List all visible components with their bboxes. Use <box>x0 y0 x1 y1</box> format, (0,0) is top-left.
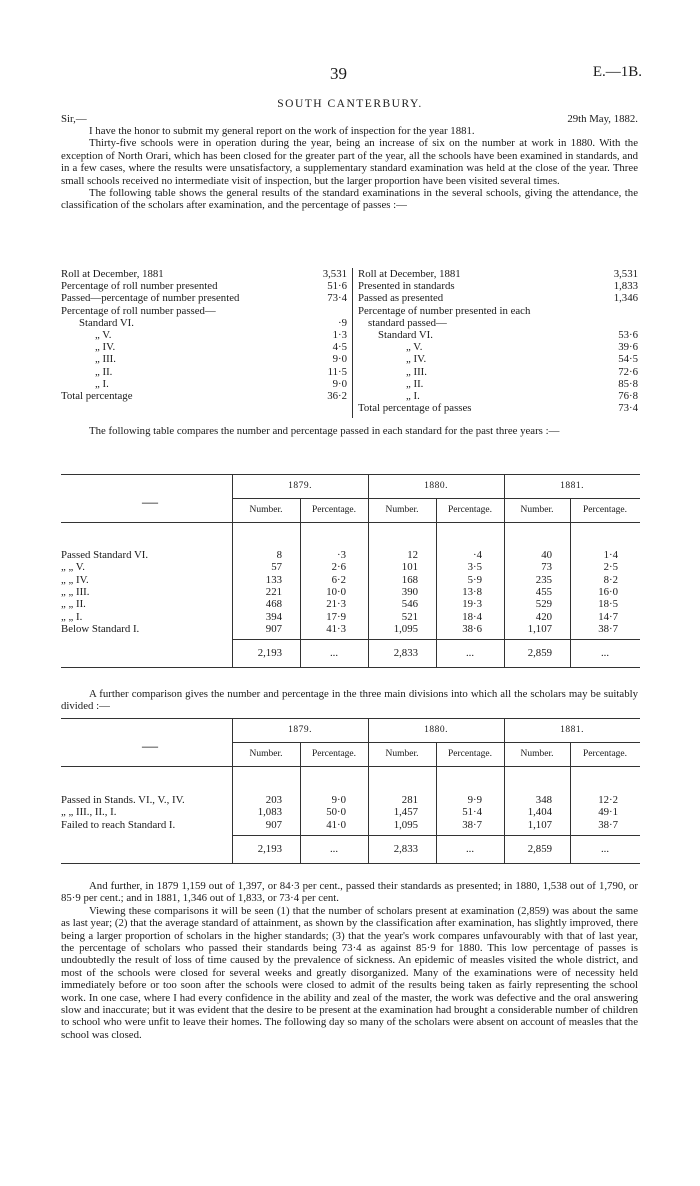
summary-right-label: Standard VI. <box>378 329 433 341</box>
number-column-heading: Number. <box>520 749 554 759</box>
summary-left-value: ·9 <box>338 316 347 329</box>
summary-right-value: 73·4 <box>618 402 638 415</box>
table-year-heading: 1880. <box>424 481 448 491</box>
summary-left-value: 9·0 <box>332 353 347 366</box>
table-cell: 38·7 <box>598 818 618 831</box>
table-cell: 133 <box>265 573 282 586</box>
table-row-label: „ „ I. <box>61 610 83 623</box>
table-stub-dash: — <box>142 738 158 755</box>
table-row-label: „ „ III. <box>61 585 90 598</box>
table-totals-rule <box>232 835 640 836</box>
table-row-label: Passed in Stands. VI., V., IV. <box>61 794 185 806</box>
table-cell: 21·3 <box>326 598 346 611</box>
table-cell: 1,095 <box>393 818 418 831</box>
table-cell: ·4 <box>473 549 482 561</box>
summary-right-value: 85·8 <box>618 377 638 390</box>
table-subheader-rule <box>232 498 640 499</box>
table-cell: 1,404 <box>527 806 552 819</box>
percentage-column-heading: Percentage. <box>582 749 628 759</box>
table-cell: 221 <box>265 585 282 598</box>
summary-right-value: 53·6 <box>618 329 638 341</box>
table-cell: 51·4 <box>462 806 482 819</box>
summary-left-label: „ II. <box>95 365 113 378</box>
summary-right-value: 54·5 <box>618 353 638 366</box>
summary-right-value: 3,531 <box>613 268 638 280</box>
table-cell: 38·7 <box>598 622 618 635</box>
summary-left-value: 36·2 <box>327 390 347 402</box>
table-cell: 348 <box>535 794 552 806</box>
summary-left-label: „ IV. <box>95 341 116 354</box>
table-cell: 41·3 <box>326 622 346 635</box>
table-cell: ·3 <box>337 549 346 561</box>
section-code: E.—1B. <box>592 64 642 80</box>
summary-left-value: 4·5 <box>332 341 347 354</box>
number-column-heading: Number. <box>249 505 283 515</box>
summary-left-label: „ III. <box>95 353 116 366</box>
table-cell: 40 <box>541 549 552 561</box>
table-year-heading: 1879. <box>288 481 312 491</box>
table-cell: 8·2 <box>603 573 618 586</box>
summary-left-label: Total percentage <box>61 390 133 402</box>
summary-right-label: „ I. <box>406 390 420 402</box>
summary-right-value: 72·6 <box>618 365 638 378</box>
summary-right-label: Presented in standards <box>358 280 455 293</box>
table-total-cell: ... <box>329 647 339 660</box>
summary-right-value: 76·8 <box>618 390 638 402</box>
table-cell: 907 <box>265 622 282 635</box>
percentage-column-heading: Percentage. <box>447 505 493 515</box>
summary-left-value: 9·0 <box>332 377 347 390</box>
table-year-heading: 1881. <box>560 481 584 491</box>
table-year-divider <box>368 718 369 863</box>
table-cell: 168 <box>401 573 418 586</box>
table-total-cell: 2,193 <box>257 842 282 855</box>
table-cell: 3·5 <box>467 561 482 574</box>
number-column-heading: Number. <box>249 749 283 759</box>
summary-right-value: 1,833 <box>613 280 638 293</box>
summary-right-label: „ V. <box>406 341 423 354</box>
number-column-heading: Number. <box>385 749 419 759</box>
summary-right-label: „ III. <box>406 365 427 378</box>
summary-right-label: Percentage of number presented in each <box>358 304 531 317</box>
table-cell: 1,107 <box>527 622 552 635</box>
table-cell: 235 <box>535 573 552 586</box>
table-cell: 18·4 <box>462 610 482 623</box>
table-cell: 1·4 <box>603 549 618 561</box>
summary-right-value: 39·6 <box>618 341 638 354</box>
table-subheader-rule <box>232 742 640 743</box>
table-row-label: „ „ III., II., I. <box>61 806 117 819</box>
table1-intro-text: The following table compares the number and percentage passed in each standard for the past three years :— <box>89 425 560 437</box>
summary-left-value: 1·3 <box>332 329 347 341</box>
summary-left-label: Roll at December, 1881 <box>61 268 164 280</box>
table-cell: 1,107 <box>527 818 552 831</box>
number-column-heading: Number. <box>385 505 419 515</box>
report-date: 29th May, 1882. <box>567 113 638 125</box>
table-cell: 907 <box>265 818 282 831</box>
summary-left-value: 11·5 <box>327 365 347 378</box>
summary-left-value: 73·4 <box>327 292 347 305</box>
table-cell: 1,083 <box>257 806 282 819</box>
table-cell: 394 <box>265 610 282 623</box>
table-totals-rule <box>232 639 640 640</box>
table-header-rule <box>61 522 640 523</box>
intro-paragraph: Thirty-five schools were in operation during the year, being an increase of six on the number at work in 1880. With the exception of North Orari, which has been closed for the greater part of the year, all the schools have been examined in standards, and in a few cases, where the results were unsatisfactory, a supplementary standard examination was held at the close of the year. Three small schools received no intermediate visit of inspection, but the larger proportion have been visited several times. <box>61 137 638 187</box>
summary-left-value: 3,531 <box>322 268 347 280</box>
table-total-cell: ... <box>600 842 610 855</box>
summary-right-label: „ IV. <box>406 353 427 366</box>
table-cell: 19·3 <box>462 598 482 611</box>
table-row-label: „ „ IV. <box>61 573 89 586</box>
percentage-column-heading: Percentage. <box>447 749 493 759</box>
summary-left-label: „ V. <box>95 329 112 341</box>
table-year-heading: 1881. <box>560 725 584 735</box>
table-top-rule <box>61 474 640 475</box>
table-cell: 16·0 <box>598 585 618 598</box>
table-cell: 14·7 <box>598 610 618 623</box>
summary-right-label: Roll at December, 1881 <box>358 268 461 280</box>
table-cell: 521 <box>401 610 418 623</box>
table-total-cell: ... <box>600 647 610 660</box>
summary-left-label: Percentage of roll number presented <box>61 280 218 293</box>
table-total-cell: ... <box>465 842 475 855</box>
summary-divider <box>352 268 353 418</box>
table-total-cell: ... <box>329 842 339 855</box>
table-year-heading: 1880. <box>424 725 448 735</box>
table-total-cell: 2,193 <box>257 647 282 660</box>
table-cell: 9·9 <box>467 794 482 806</box>
table-cell: 468 <box>265 598 282 611</box>
table2-intro <box>61 688 638 713</box>
table-bottom-rule <box>61 863 640 864</box>
table-cell: 5·9 <box>467 573 482 586</box>
table-cell: 529 <box>535 598 552 611</box>
table-cell: 546 <box>401 598 418 611</box>
table-cell: 41·0 <box>326 818 346 831</box>
page-header <box>0 64 700 84</box>
table2-intro-text: A further comparison gives the number and percentage in the three main divisions into which all the scholars may be suitably divided :— <box>61 688 638 713</box>
intro-text <box>61 125 638 212</box>
table-cell: 18·5 <box>598 598 618 611</box>
table-cell: 49·1 <box>598 806 618 819</box>
percentage-column-heading: Percentage. <box>582 505 628 515</box>
number-column-heading: Number. <box>520 505 554 515</box>
table-cell: 1,095 <box>393 622 418 635</box>
table-cell: 9·0 <box>331 794 346 806</box>
table-cell: 12 <box>407 549 418 561</box>
table1-intro <box>61 425 638 437</box>
summary-left-label: Passed—percentage of number presented <box>61 292 240 305</box>
table-cell: 420 <box>535 610 552 623</box>
table-year-divider <box>232 718 233 863</box>
closing-paragraph: And further, in 1879 1,159 out of 1,397, or 84·3 per cent., passed their standards as presented; in 1880, 1,538 out of 1,790, or 85·9 per cent.; and in 1881, 1,346 out of 1,833, or 73·4 per cent. <box>61 880 638 905</box>
summary-right-label: standard passed— <box>368 316 447 329</box>
table-header-rule <box>61 766 640 767</box>
table-cell: 1,457 <box>393 806 418 819</box>
table-cell: 281 <box>401 794 418 806</box>
summary-right-label: „ II. <box>406 377 424 390</box>
table-cell: 2·5 <box>603 561 618 574</box>
table-cell: 57 <box>271 561 282 574</box>
percentage-column-heading: Percentage. <box>311 505 357 515</box>
table-row-label: Below Standard I. <box>61 622 140 635</box>
report-title: SOUTH CANTERBURY. <box>277 98 423 110</box>
table-cell: 50·0 <box>326 806 346 819</box>
table-cell: 390 <box>401 585 418 598</box>
table-cell: 13·8 <box>462 585 482 598</box>
table-row-label: Failed to reach Standard I. <box>61 818 176 831</box>
table-row-label: Passed Standard VI. <box>61 549 149 561</box>
table-bottom-rule <box>61 667 640 668</box>
table-cell: 12·2 <box>598 794 618 806</box>
salutation: Sir,— <box>61 113 87 125</box>
table-total-cell: 2,833 <box>393 842 418 855</box>
table-cell: 203 <box>265 794 282 806</box>
table-total-cell: 2,859 <box>527 842 552 855</box>
table-cell: 38·7 <box>462 818 482 831</box>
intro-paragraph: The following table shows the general results of the standard examinations in the several schools, giving the attendance, the classification of the scholars after examination, and the percentage of passes :— <box>61 187 638 212</box>
intro-paragraph: I have the honor to submit my general report on the work of inspection for the year 1881. <box>89 125 475 137</box>
table-cell: 38·6 <box>462 622 482 635</box>
table-stub-dash: — <box>142 494 158 511</box>
table-row-label: „ „ II. <box>61 598 86 611</box>
closing-paragraph: Viewing these comparisons it will be seen (1) that the number of scholars present at examination (2,859) was about the same as last year; (2) that the average standard of attainment, as shown by the classification after examination, has slightly improved, there being a larger proportion of scholars in the higher standards; (3) that the year's work compares unfavourably with that of last year, the percentage of scholars who passed their standards being 73·4 as against 85·9 for 1880. This low percentage of passes is undoubtedly the result of loss of time caused by the prevalence of sickness. An epidemic of measles visited the whole district, and most of the schools were closed for several weeks and greatly disorganized. Many of the examinations were of necessity held immediately before or too soon after the schools were closed to admit of the results being taken as fairly representing the school work. In one case, where I had every confidence in the ability and zeal of the master, the work was defective and the oral answering slow and inaccurate; but it was evident that the desire to be present at the examination had brought a considerable number of children to school who were unfit to leave their homes. The following day so many of the scholars were absent on account of measles that the school was closed. <box>61 904 638 1041</box>
summary-left-label: Percentage of roll number passed— <box>61 304 216 317</box>
summary-right-label: Passed as presented <box>358 292 444 305</box>
table-cell: 17·9 <box>326 610 346 623</box>
table-total-cell: ... <box>465 647 475 660</box>
table-cell: 8 <box>276 549 282 561</box>
summary-left-value: 51·6 <box>327 280 347 293</box>
closing-text <box>61 880 638 1041</box>
summary-left-label: Standard VI. <box>79 316 134 329</box>
summary-right-label: Total percentage of passes <box>358 402 472 415</box>
summary-right-value: 1,346 <box>613 292 638 305</box>
table-top-rule <box>61 718 640 719</box>
table-cell: 455 <box>535 585 552 598</box>
table-total-cell: 2,833 <box>393 647 418 660</box>
table-row-label: „ „ V. <box>61 561 85 574</box>
table-year-divider <box>504 718 505 863</box>
table-cell: 2·6 <box>331 561 346 574</box>
table-cell: 101 <box>401 561 418 574</box>
percentage-column-heading: Percentage. <box>311 749 357 759</box>
table-cell: 6·2 <box>331 573 346 586</box>
table-year-heading: 1879. <box>288 725 312 735</box>
page-number: 39 <box>330 64 347 83</box>
summary-left-label: „ I. <box>95 377 109 390</box>
table-total-cell: 2,859 <box>527 647 552 660</box>
table-cell: 73 <box>541 561 552 574</box>
table-cell: 10·0 <box>326 585 346 598</box>
